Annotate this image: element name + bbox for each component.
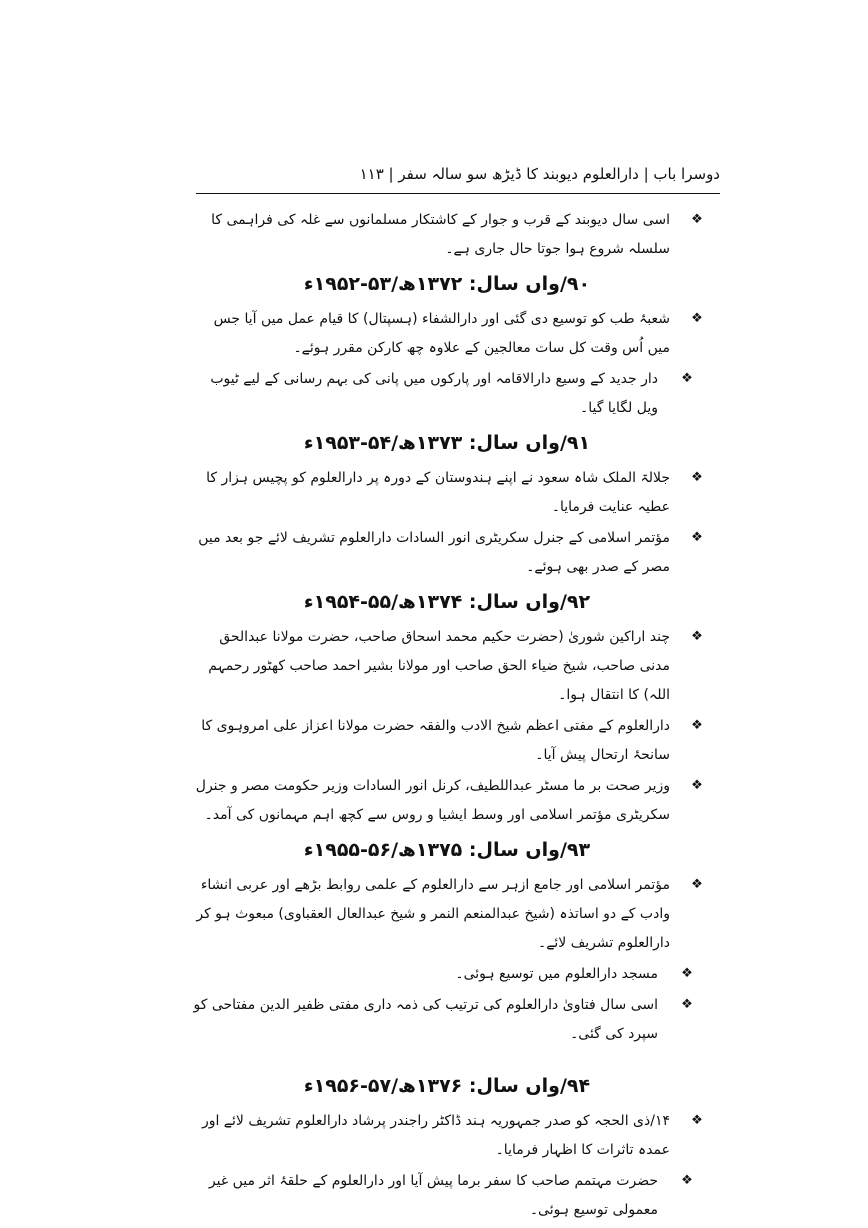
header-separator: | (643, 165, 649, 183)
page-number: ۱۱۳ (359, 165, 384, 183)
list-item-text: دار جدید کے وسیع دارالاقامہ اور پارکوں میں پانی کی بہم رسانی کے لیے ٹیوب ویل لگایا گیا۔ (210, 371, 658, 416)
four-diamond-bullet-icon: ❖ (681, 966, 693, 981)
four-diamond-bullet-icon: ❖ (691, 778, 703, 793)
list-item (190, 1107, 704, 1165)
list-item (190, 1167, 704, 1225)
four-diamond-bullet-icon: ❖ (691, 718, 703, 733)
list-item (190, 991, 704, 1049)
list-item-text: چند اراکین شوریٰ (حضرت حکیم محمد اسحاق صاحب، حضرت مولانا عبدالحق مدنی صاحب، شیخ ضیاء الحق صاحب اور مولانا بشیر احمد صاحب کھٹور رحمہم اللہ) کا انتقال ہوا۔ (208, 629, 670, 703)
four-diamond-bullet-icon: ❖ (681, 997, 693, 1012)
list-item-text: اسی سال فتاویٰ دارالعلوم کی ترتیب کی ذمہ داری مفتی ظفیر الدین مفتاحی کو سپرد کی گئی۔ (193, 997, 658, 1042)
list-item-text: حضرت مہتمم صاحب کا سفر برما پیش آیا اور دارالعلوم کے حلقۂ اثر میں غیر معمولی توسیع ہوئی۔ (208, 1173, 658, 1218)
list-item-text: جلالۃ الملک شاہ سعود نے اپنے ہندوستان کے دورہ پر دارالعلوم کو پچیس ہزار کا عطیہ عنایت فرمایا۔ (206, 470, 670, 515)
running-header (196, 158, 720, 190)
list-item-text: ۱۴/ذی الحجہ کو صدر جمہوریہ ہند ڈاکٹر راجندر پرشاد دارالعلوم تشریف لائے اور عمدہ تاثرات کا اظہار فرمایا۔ (201, 1113, 670, 1158)
four-diamond-bullet-icon: ❖ (691, 1113, 703, 1128)
year-heading: ۹۱/واں سال: ۱۳۷۳ھ/۵۴-۱۹۵۳ء (303, 432, 591, 454)
chapter-label: دوسرا باب (653, 165, 720, 183)
list-item-text: دارالعلوم کے مفتی اعظم شیخ الادب والفقہ حضرت مولانا اعزاز علی امروہوی کا سانحۂ ارتحال پیش آیا۔ (201, 718, 670, 763)
four-diamond-bullet-icon: ❖ (691, 629, 703, 644)
book-title: دارالعلوم دیوبند کا ڈیڑھ سو سالہ سفر (398, 165, 639, 183)
year-heading: ۹۰/واں سال: ۱۳۷۲ھ/۵۳-۱۹۵۲ء (303, 273, 591, 295)
list-item (190, 772, 704, 830)
four-diamond-bullet-icon: ❖ (681, 371, 693, 386)
four-diamond-bullet-icon: ❖ (691, 530, 703, 545)
year-heading: ۹۴/واں سال: ۱۳۷۶ھ/۵۷-۱۹۵۶ء (303, 1075, 591, 1097)
list-item-text: وزیر صحت بر ما مسٹر عبداللطیف، کرنل انور السادات وزیر حکومت مصر و جنرل سکریٹری مؤتمر اسلامی اور وسط ایشیا و روس سے کچھ اہم مہمانوں کی آمد۔ (195, 778, 670, 823)
year-heading: ۹۳/واں سال: ۱۳۷۵ھ/۵۶-۱۹۵۵ء (303, 839, 591, 861)
list-item-text: مسجد دارالعلوم میں توسیع ہوئی۔ (455, 966, 658, 982)
list-item-text: اسی سال دیوبند کے قرب و جوار کے کاشتکار مسلمانوں سے غلہ کی فراہمی کا سلسلہ شروع ہوا جوتا حال جاری ہے۔ (211, 212, 670, 257)
list-item (190, 206, 704, 264)
four-diamond-bullet-icon: ❖ (691, 212, 703, 227)
four-diamond-bullet-icon: ❖ (691, 470, 703, 485)
list-item (190, 305, 704, 363)
header-separator: | (388, 165, 394, 183)
four-diamond-bullet-icon: ❖ (681, 1173, 693, 1188)
list-item (190, 871, 704, 958)
list-item (190, 960, 704, 989)
list-item (190, 365, 704, 423)
header-rule (196, 193, 720, 194)
four-diamond-bullet-icon: ❖ (691, 877, 703, 892)
list-item (190, 464, 704, 522)
list-item-text: مؤتمر اسلامی اور جامع ازہر سے دارالعلوم کے علمی روابط بڑھے اور عربی انشاء وادب کے دو اساتذہ (شیخ عبدالمنعم النمر و شیخ عبدالعال العقباوی) مبعوث ہو کر دارالعلوم تشریف لائے۔ (196, 877, 670, 951)
page-body (190, 206, 704, 1227)
year-heading: ۹۲/واں سال: ۱۳۷۴ھ/۵۵-۱۹۵۴ء (303, 591, 591, 613)
list-item-text: شعبۂ طب کو توسیع دی گئی اور دارالشفاء (ہسپتال) کا قیام عمل میں آیا جس میں اُس وقت کل سات معالجین کے علاوہ چھ کارکن مقرر ہوئے۔ (213, 311, 670, 356)
four-diamond-bullet-icon: ❖ (691, 311, 703, 326)
list-item-text: مؤتمر اسلامی کے جنرل سکریٹری انور السادات دارالعلوم تشریف لائے جو بعد میں مصر کے صدر بھی ہوئے۔ (198, 530, 670, 575)
list-item (190, 524, 704, 582)
list-item (190, 712, 704, 770)
list-item (190, 623, 704, 710)
